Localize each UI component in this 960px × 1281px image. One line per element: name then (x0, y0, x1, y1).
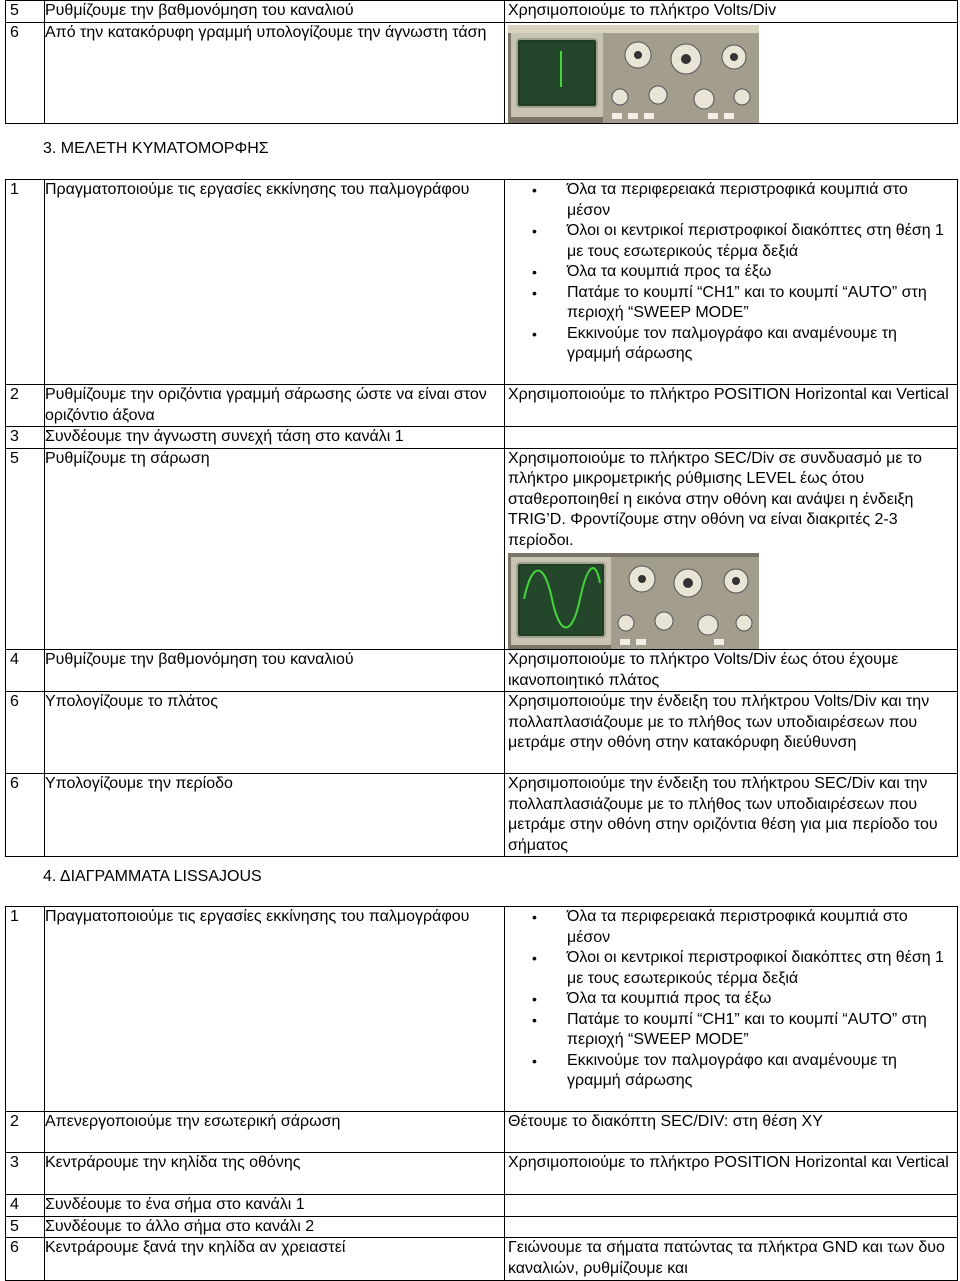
row-number: 6 (6, 774, 45, 857)
list-item: • Εκκινούμε τον παλμογράφο και αναμένουμε τη γραμμή σάρωσης (505, 324, 955, 365)
row-instruction (505, 907, 958, 1112)
row-number: 3 (6, 427, 45, 449)
row-number: 2 (6, 385, 45, 427)
oscilloscope-vertical-line-photo (508, 25, 759, 123)
row-description: Ρυθμίζουμε την βαθμονόμηση του καναλιού (45, 650, 505, 692)
row-number: 4 (6, 1195, 45, 1217)
row-description: Ρυθμίζουμε την οριζόντια γραμμή σάρωσης ώστε να είναι στον οριζόντιο άξονα (45, 385, 505, 427)
list-item: • Όλοι οι κεντρικοί περιστροφικοί διακόπτες στη θέση 1 με τους εσωτερικούς τέρμα δεξιά (505, 221, 955, 262)
list-item: • Όλοι οι κεντρικοί περιστροφικοί διακόπτες στη θέση 1 με τους εσωτερικούς τέρμα δεξιά (505, 948, 955, 989)
row-description: Υπολογίζουμε το πλάτος (45, 692, 505, 774)
row-description: Απενεργοποιούμε την εσωτερική σάρωση (45, 1112, 505, 1153)
row-description: Κεντράρουμε την κηλίδα της οθόνης (45, 1153, 505, 1195)
row-instruction (505, 1195, 958, 1217)
row-description: Από την κατακόρυφη γραμμή υπολογίζουμε την άγνωστη τάση (45, 22, 505, 123)
oscilloscope-sine-wave-photo (508, 553, 759, 649)
row-description: Πραγματοποιούμε τις εργασίες εκκίνησης του παλμογράφου (45, 180, 505, 385)
row-instruction (505, 180, 958, 385)
table-row (6, 774, 958, 857)
row-number: 6 (6, 1238, 45, 1281)
row-number: 5 (6, 1, 45, 23)
row-number: 4 (6, 650, 45, 692)
list-item: • Εκκινούμε τον παλμογράφο και αναμένουμε τη γραμμή σάρωσης (505, 1051, 955, 1092)
row-instruction (505, 448, 958, 650)
row-number: 3 (6, 1153, 45, 1195)
table-row (6, 650, 958, 692)
row-instruction: Χρησιμοποιούμε την ένδειξη του πλήκτρου Volts/Div και την πολλαπλασιάζουμε με το πλήθος των υποδιαιρέσεων που μετράμε στην οθόνη στην κατακόρυφη διεύθυνση (505, 692, 958, 774)
row-number: 5 (6, 448, 45, 650)
row-instruction: Χρησιμοποιούμε το πλήκτρο POSITION Horizontal και Vertical (505, 1153, 958, 1195)
row-instruction: Χρησιμοποιούμε την ένδειξη του πλήκτρου SEC/Div και την πολλαπλασιάζουμε με το πλήθος των υποδιαιρέσεων που μετράμε στην οθόνη στην οριζόντια θέση για μια περίοδο του σήματος (505, 774, 958, 857)
list-item: • Πατάμε το κουμπί “CH1” και το κουμπί “AUTO” στη περιοχή “SWEEP MODE” (505, 283, 955, 324)
table-row (6, 22, 958, 123)
table-row (6, 1195, 958, 1217)
table-row (6, 385, 958, 427)
list-item: • Όλα τα κουμπιά προς τα έξω (505, 989, 955, 1010)
row-number: 2 (6, 1112, 45, 1153)
row-instruction: Χρησιμοποιούμε το πλήκτρο Volts/Div έως ότου έχουμε ικανοποιητικό πλάτος (505, 650, 958, 692)
section-3-heading: 3. ΜΕΛΕΤΗ ΚΥΜΑΤΟΜΟΡΦΗΣ (43, 140, 269, 157)
table-row (6, 692, 958, 774)
startup-steps-list (505, 180, 955, 365)
row-description: Ρυθμίζουμε τη σάρωση (45, 448, 505, 650)
row-number: 1 (6, 180, 45, 385)
row-instruction (505, 22, 958, 123)
row-number: 6 (6, 22, 45, 123)
row-description: Ρυθμίζουμε την βαθμονόμηση του καναλιού (45, 1, 505, 23)
list-item: • Όλα τα κουμπιά προς τα έξω (505, 262, 955, 283)
row-description: Συνδέουμε το άλλο σήμα στο κανάλι 2 (45, 1216, 505, 1238)
calibration-table (5, 0, 958, 124)
list-item: • Πατάμε το κουμπί “CH1” και το κουμπί “AUTO” στη περιοχή “SWEEP MODE” (505, 1010, 955, 1051)
row-number: 5 (6, 1216, 45, 1238)
row-instruction: Χρησιμοποιούμε το πλήκτρο POSITION Horizontal και Vertical (505, 385, 958, 427)
table-row (6, 1112, 958, 1153)
sweep-instruction-text: Χρησιμοποιούμε το πλήκτρο SEC/Div σε συνδυασμό με το πλήκτρο μικρομετρικής ρύθμισης LEVEL έως ότου σταθεροποιηθεί η εικόνα στην οθόνη και ανάψει η ένδειξη TRIG’D. Φροντίζουμε στην οθόνη να είναι διακριτές 2-3 περίοδοι. (508, 449, 922, 549)
row-description: Κεντράρουμε ξανά την κηλίδα αν χρειαστεί (45, 1238, 505, 1281)
lissajous-table (5, 906, 958, 1281)
section-4-heading: 4. ΔΙΑΓΡΑΜΜΑΤΑ LISSAJOUS (43, 868, 262, 885)
row-instruction: Θέτουμε το διακόπτη SEC/DIV: στη θέση XY (505, 1112, 958, 1153)
table-row (6, 427, 958, 449)
table-row (6, 1153, 958, 1195)
row-instruction: Γειώνουμε τα σήματα πατώντας τα πλήκτρα GND και των δυο καναλιών, ρυθμίζουμε και (505, 1238, 958, 1281)
table-row (6, 1, 958, 23)
row-number: 1 (6, 907, 45, 1112)
row-description: Συνδέουμε την άγνωστη συνεχή τάση στο κανάλι 1 (45, 427, 505, 449)
table-row (6, 448, 958, 650)
row-description: Συνδέουμε το ένα σήμα στο κανάλι 1 (45, 1195, 505, 1217)
table-row (6, 907, 958, 1112)
table-row (6, 180, 958, 385)
row-instruction (505, 427, 958, 449)
row-instruction: Χρησιμοποιούμε το πλήκτρο Volts/Div (505, 1, 958, 23)
waveform-study-table (5, 179, 958, 857)
row-description: Πραγματοποιούμε τις εργασίες εκκίνησης του παλμογράφου (45, 907, 505, 1112)
row-description: Υπολογίζουμε την περίοδο (45, 774, 505, 857)
list-item: • Όλα τα περιφερειακά περιστροφικά κουμπιά στο μέσον (505, 180, 955, 221)
table-row (6, 1238, 958, 1281)
startup-steps-list (505, 907, 955, 1092)
list-item: • Όλα τα περιφερειακά περιστροφικά κουμπιά στο μέσον (505, 907, 955, 948)
row-instruction (505, 1216, 958, 1238)
table-row (6, 1216, 958, 1238)
row-number: 6 (6, 692, 45, 774)
